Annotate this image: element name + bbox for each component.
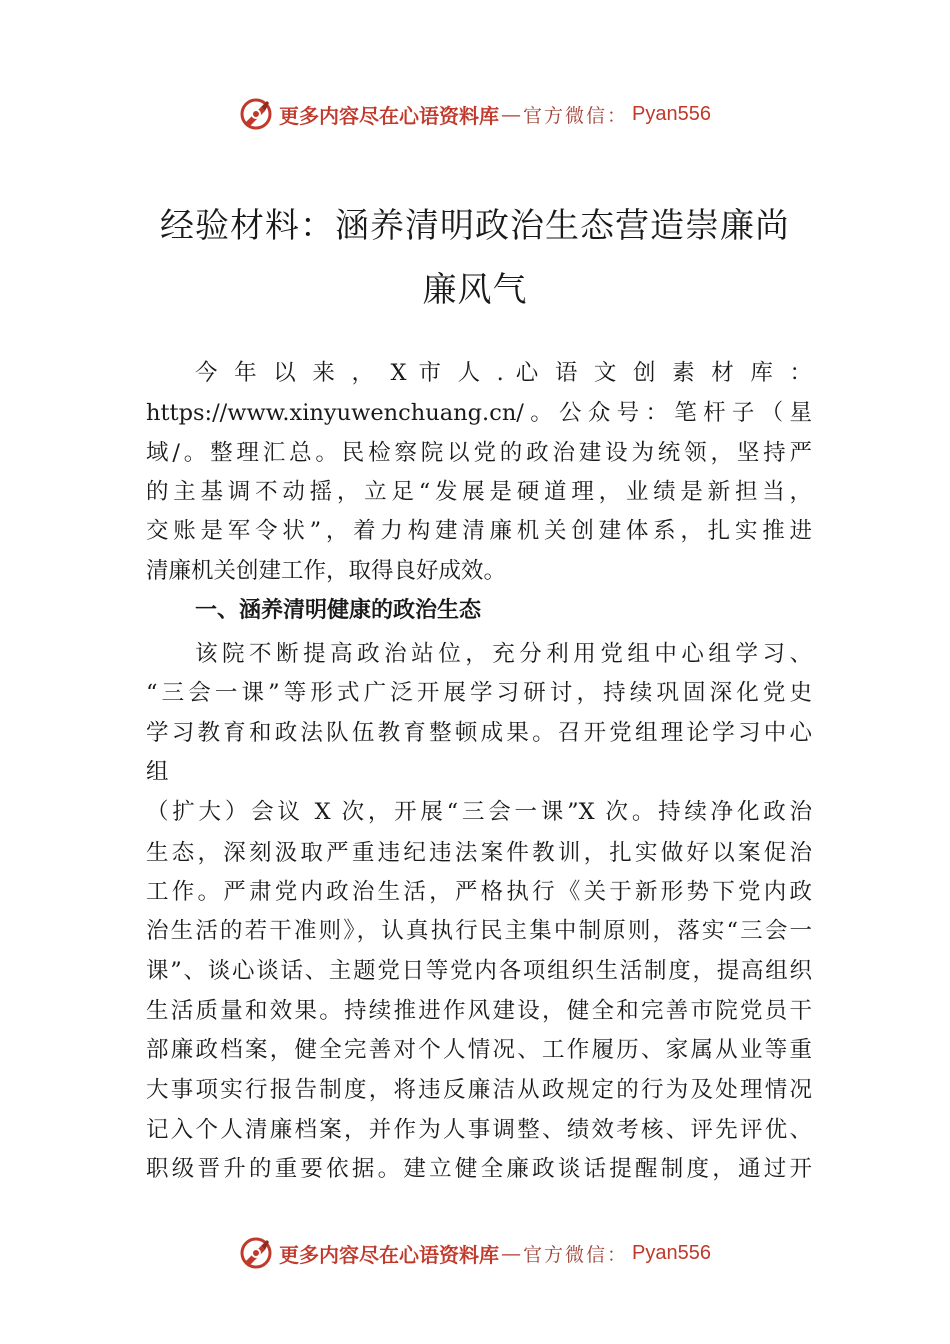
pen-logo-icon <box>239 1236 273 1270</box>
banner-wechat-id: Pyan556 <box>632 102 711 125</box>
banner-dash: — <box>501 102 521 126</box>
banner-brand-text: 更多内容尽在心语资料库 <box>279 103 499 128</box>
paragraph-1-line-5: 交账是军令状”，着力构建清廉机关创建体系，扎实推进 <box>146 518 812 544</box>
banner-wechat-label: 官方微信： <box>523 104 629 127</box>
paragraph-2-line-13: 记入个人清廉档案，并作为人事调整、绩效考核、评先评优、 <box>146 1117 812 1143</box>
paragraph-2-line-10: 生活质量和效果。持续推进作风建设，健全和完善市院党员干 <box>146 998 812 1024</box>
paragraph-2-line-7: 工作。严肃党内政治生活，严格执行《关于新形势下党内政 <box>146 879 812 905</box>
banner-dash: — <box>501 1241 521 1265</box>
paragraph-2-line-8: 治生活的若干准则》，认真执行民主集中制原则，落实“三会一 <box>146 918 812 944</box>
paragraph-2-line-6: 生态，深刻汲取严重违纪违法案件教训，扎实做好以案促治 <box>146 840 812 866</box>
paragraph-2-line-11: 部廉政档案，健全完善对个人情况、工作履历、家属从业等重 <box>146 1037 812 1063</box>
paragraph-2-line-12: 大事项实行报告制度，将违反廉洁从政规定的行为及处理情况 <box>146 1077 812 1103</box>
paragraph-1-line-3: 域/。整理汇总。民检察院以党的政治建设为统领，坚持严 <box>146 440 812 466</box>
paragraph-1-line-2: https://www.xinyuwenchuang.cn/。公众号：笔杆子（星 <box>146 400 812 426</box>
paragraph-2-line-2: “三会一课”等形式广泛开展学习研讨，持续巩固深化党史 <box>146 680 812 706</box>
paragraph-1-line-1: 今 年 以 来 ， X 市 人 . 心 语 文 创 素 材 库 ： <box>195 360 812 386</box>
paragraph-2-line-3: 学习教育和政法队伍教育整顿成果。召开党组理论学习中心 <box>146 720 812 746</box>
pen-logo-icon <box>239 97 273 131</box>
banner-brand-text: 更多内容尽在心语资料库 <box>279 1242 499 1267</box>
banner-wechat-label: 官方微信： <box>523 1243 629 1266</box>
paragraph-2-line-14: 职级晋升的重要依据。建立健全廉政谈话提醒制度，通过开 <box>146 1156 812 1182</box>
footer-banner <box>0 1233 950 1273</box>
paragraph-2-line-5: （扩大）会议 X 次，开展“三会一课”X 次。持续净化政治 <box>146 799 812 825</box>
paragraph-2-line-4: 组 <box>146 759 169 785</box>
header-banner <box>0 94 950 134</box>
paragraph-2-line-9: 课”、谈心谈话、主题党日等党内各项组织生活制度，提高组织 <box>146 958 812 984</box>
banner-wechat-id: Pyan556 <box>632 1241 711 1264</box>
paragraph-2-line-1: 该院不断提高政治站位，充分利用党组中心组学习、 <box>195 641 812 667</box>
document-title-line-1: 经验材料：涵养清明政治生态营造崇廉尚 <box>160 206 790 246</box>
paragraph-1-line-6: 清廉机关创建工作，取得良好成效。 <box>146 558 507 584</box>
paragraph-1-line-4: 的主基调不动摇，立足“发展是硬道理，业绩是新担当， <box>146 479 812 505</box>
document-title-line-2: 廉风气 <box>422 270 528 310</box>
section-heading-1: 一、涵养清明健康的政治生态 <box>195 598 482 623</box>
